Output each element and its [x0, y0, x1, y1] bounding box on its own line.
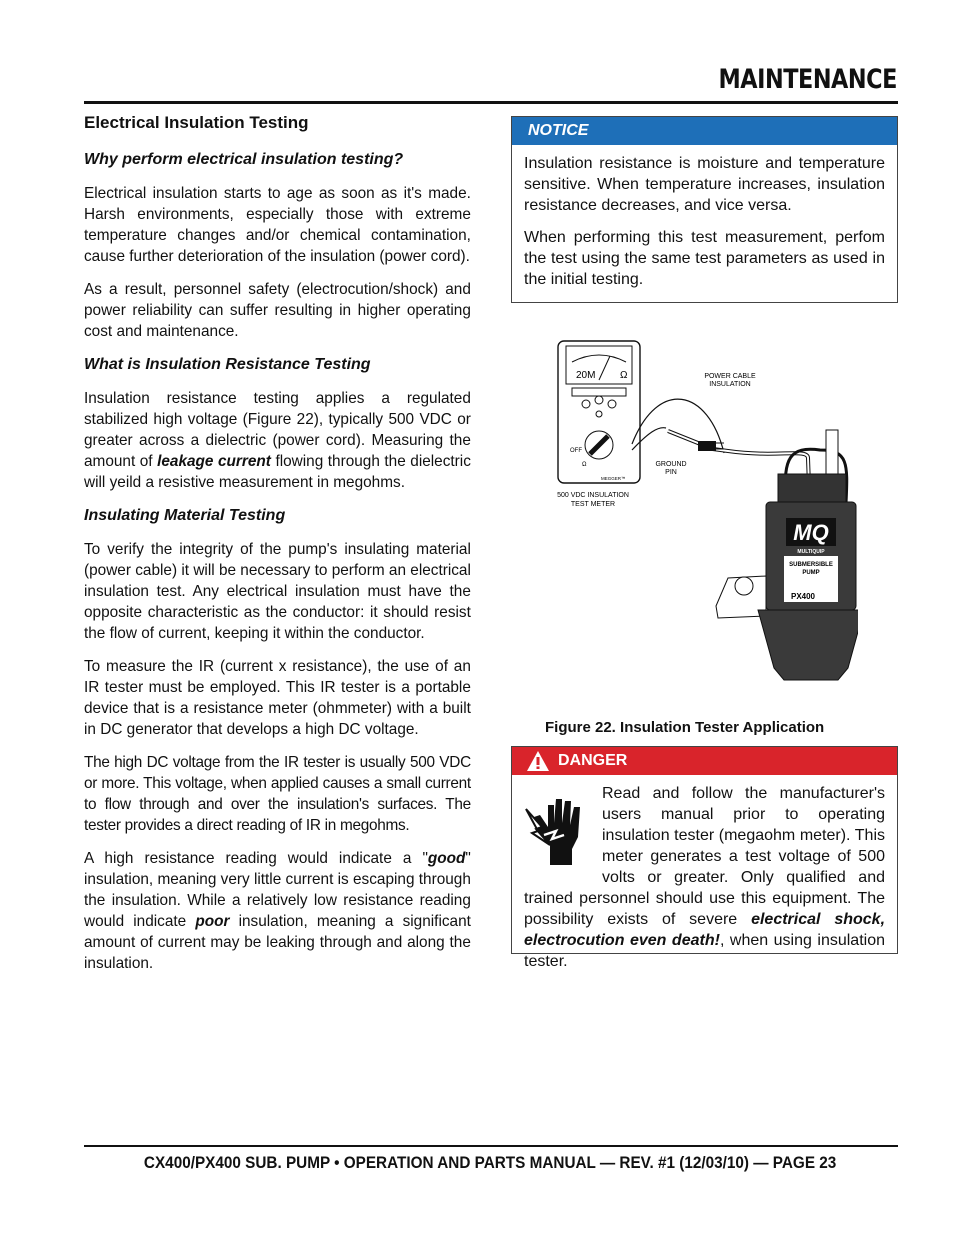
subheading-what: What is Insulation Resistance Testing	[84, 356, 371, 373]
meter-label-plate	[572, 388, 626, 396]
meter-label-1: 500 VDC INSULATION	[557, 492, 629, 499]
megger-label: MEGGER™	[601, 476, 626, 481]
pump-label-2: PUMP	[802, 570, 820, 576]
paragraph-high-voltage: The high DC voltage from the IR tester is usually 500 VDC or more. This voltage, when applied causes a small current to flow through and over the insulation's surfaces. The tester provides a direct reading of IR in megohms.	[84, 754, 471, 834]
paragraph-integrity: To verify the integrity of the pump's insulating material (power cable) it will be necessary to perform an electrical insulation test. Any electrical insulation must have the opposite characteristic as the conductor: it should resist the flow of current, keeping it within the conductor.	[84, 541, 471, 642]
electric-shock-icon	[524, 787, 592, 867]
ground-label-2: PIN	[665, 469, 677, 476]
danger-text	[512, 775, 897, 972]
text-span: " insulation, meaning very little current is escaping through the insulation. While a relatively low resistance reading would indicate	[84, 850, 471, 930]
paragraph-ir-tester: To measure the IR (current x resistance), the use of an IR tester must be employed. This IR tester is a portable device that is a resistance meter (ohmmeter) with a built in DC generator that develops a high DC voltage.	[84, 658, 471, 738]
meter-button	[582, 400, 590, 408]
insulation-tester-figure	[548, 338, 858, 690]
page-footer: CX400/PX400 SUB. PUMP • OPERATION AND PARTS MANUAL — REV. #1 (12/03/10) — PAGE 23	[143, 1153, 836, 1172]
subheading-material: Insulating Material Testing	[84, 507, 286, 524]
emphasis-good: good	[427, 850, 466, 867]
footer-rule	[84, 1145, 898, 1147]
pump-top	[778, 474, 846, 504]
text-span: flowing through the dielectric will yeild a resistive measurement in megohms.	[84, 453, 471, 491]
pump-base	[758, 610, 858, 680]
off-label: OFF	[570, 448, 582, 454]
danger-box	[511, 746, 898, 970]
brand-name: MULTIQUIP	[797, 549, 825, 555]
text-span: Read and follow the manufacturer's users manual prior to operating insulation tester (megaohm meter). This meter generates a test voltage of 500 volts or greater. Only qualified and trained personnel should use this equipment. The possibility exists of severe	[524, 785, 885, 928]
cable-label-1: POWER CABLE	[704, 373, 756, 380]
figure-caption: Figure 22. Insulation Tester Application	[545, 719, 825, 736]
pump-model: PX400	[790, 592, 816, 601]
paragraph-reading	[84, 848, 471, 974]
danger-header	[512, 747, 897, 775]
meter-button	[595, 396, 603, 404]
notice-box	[511, 116, 898, 303]
text-span: A high resistance reading would indicate a "	[84, 850, 428, 867]
notice-paragraph-1: Insulation resistance is moisture and temperature sensitive. When temperature increases, insulation resistance decreases, and vice versa.	[524, 155, 885, 214]
paragraph-resistance	[84, 388, 471, 493]
meter-button	[608, 400, 616, 408]
text-span: Insulation resistance testing applies a regulated stabilized high voltage (Figure 22), typically 500 VDC or greater across a dielectric (power cord). Measuring the amount of	[84, 390, 471, 470]
page-title: MAINTENANCE	[718, 64, 897, 95]
cable-label-2: INSULATION	[709, 381, 751, 388]
paragraph-safety: As a result, personnel safety (electrocution/shock) and power reliability can suffer resulting in higher operating cost and maintenance.	[84, 281, 471, 340]
warning-icon	[526, 750, 550, 772]
text-span: insulation, meaning a significant amount of current may be leaking through and along the insulation.	[84, 913, 471, 972]
discharge-port	[735, 577, 753, 595]
ohm-symbol: Ω	[620, 370, 628, 381]
brand-logo: MQ	[793, 520, 829, 545]
subheading-why: Why perform electrical insulation testing?	[84, 151, 404, 168]
emphasis-leakage-current: leakage current	[157, 453, 271, 470]
text-span: , when using insulation tester.	[524, 932, 885, 970]
ground-label-1: GROUND	[655, 461, 687, 468]
emphasis-shock: electrical shock, electrocution even death!	[524, 911, 886, 949]
dial-ohm: Ω	[582, 462, 587, 468]
meter-reading: 20M	[576, 370, 596, 381]
left-column	[84, 113, 471, 986]
section-title: Electrical Insulation Testing	[84, 113, 309, 132]
danger-label: DANGER	[558, 752, 628, 769]
meter-button	[596, 411, 602, 417]
emphasis-poor: poor	[195, 913, 230, 930]
header-rule	[84, 101, 898, 104]
notice-paragraph-2: When performing this test measurement, perfom the test using the same test parameters as used in the initial testing.	[524, 229, 885, 288]
pump-label-1: SUBMERSIBLE	[789, 562, 833, 568]
paragraph-aging: Electrical insulation starts to age as soon as it's made. Harsh environments, especially those with extreme temperature changes and/or chemical contamination, cause further deterioration of the insulation (power cord).	[84, 185, 471, 265]
meter-label-2: TEST METER	[570, 501, 616, 508]
power-plug	[698, 441, 716, 451]
notice-label: NOTICE	[512, 117, 897, 145]
